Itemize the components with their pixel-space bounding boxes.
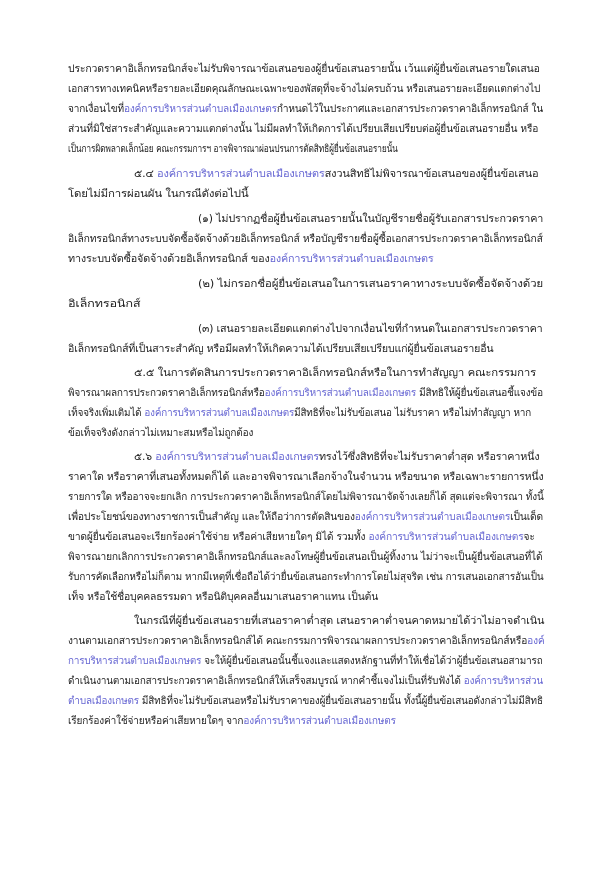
text-segment: ทรงไว้ซึ่งสิทธิที่จะไม่รับราคาต่ำสุด หรือราคาหนึ่ง <box>318 451 540 463</box>
text-segment: ข้อเท็จจริงดังกล่าวไม่เหมาะสมหรือไม่ถูกต้อง <box>68 427 254 439</box>
text-segment: พิจารณายกเลิกการประกวดราคาอิเล็กทรอนิกส์และลงโทษผู้ยื่นข้อเสนอเป็นผู้ทิ้งงาน ไม่ว่าจะเป็นผู้ยื่นข้อเสนอที่ได้ <box>68 551 543 563</box>
text-line <box>134 614 544 628</box>
text-segment: พิจารณาผลการประกวดราคาอิเล็กทรอนิกส์หรือ <box>68 387 265 399</box>
text-line <box>68 590 378 604</box>
text-line <box>68 550 542 564</box>
text-line <box>68 187 248 201</box>
text-segment: จะ <box>523 531 535 543</box>
text-line <box>68 470 543 484</box>
text-line <box>68 62 540 76</box>
text-segment: รับการคัดเลือกหรือไม่ก็ตาม หากมีเหตุที่เชื่อถือได้ว่ายื่นข้อเสนอกระทำการโดยไม่สุจริต เช่น การเสนอเอกสารอันเป็น <box>68 571 544 583</box>
text-segment: อิเล็กทรอนิกส์ที่เป็นสาระสำคัญ หรือมีผลทำให้เกิดความได้เปรียบเสียเปรียบแก่ผู้ยื่นข้อเสนอรายอื่น <box>68 343 494 355</box>
text-segment: กำหนดไว้ในประกาศและเอกสารประกวดราคาอิเล็กทรอนิกส์ ใน <box>276 103 544 115</box>
organization-name: องค์การบริหารส่วนตำบลเมืองเกษตร <box>368 531 524 543</box>
text-line <box>68 530 535 544</box>
text-line <box>68 674 543 688</box>
text-segment: จากเงื่อนไขที่ <box>68 103 124 115</box>
organization-name: องค์การบริหารส่วนตำบลเมืองเกษตร <box>123 103 277 115</box>
text-line <box>198 322 543 336</box>
text-line <box>68 342 493 356</box>
text-segment: ในกรณีที่ผู้ยื่นข้อเสนอรายที่เสนอราคาต่ำสุด เสนอราคาต่ำจนคาดหมายได้ว่าไม่อาจดำเนิน <box>134 615 545 627</box>
text-segment: ทางระบบจัดซื้อจัดจ้างด้วยอิเล็กทรอนิกส์ ของ <box>68 253 270 265</box>
text-segment: ๕.๖ <box>134 451 156 463</box>
text-line <box>68 694 543 708</box>
text-segment: เพื่อประโยชน์ของทางราชการเป็นสำคัญ และให้ถือว่าการตัดสินของ <box>68 511 355 523</box>
organization-name: การบริหารส่วนตำบลเมืองเกษตร <box>68 655 202 667</box>
text-line <box>68 634 545 648</box>
text-segment: งานตามเอกสารประกวดราคาอิเล็กทรอนิกส์ได้ คณะกรรมการพิจารณาผลการประกวดราคาอิเล็กทรอนิกส์หรือ <box>68 635 528 647</box>
text-segment: อิเล็กทรอนิกส์ <box>68 298 141 310</box>
text-line <box>68 714 396 728</box>
text-line <box>68 426 253 440</box>
text-segment: ๕.๔ <box>134 168 158 180</box>
text-line <box>68 406 531 420</box>
organization-name: ตำบลเมืองเกษตร <box>68 695 139 707</box>
text-segment: มีสิทธิที่จะไม่รับข้อเสนอหรือไม่รับราคาของผู้ยื่นข้อเสนอรายนั้น ทั้งนี้ผู้ยื่นข้อเสนอดังกล่าวไม่มีสิทธิ <box>138 695 543 707</box>
text-line <box>68 570 544 584</box>
text-line <box>198 212 543 226</box>
text-segment: (๓) เสนอรายละเอียดแตกต่างไปจากเงื่อนไขที่กำหนดในเอกสารประกวดราคา <box>198 323 543 335</box>
organization-name: องค์การบริหารส่วนตำบลเมืองเกษตร <box>269 253 434 265</box>
text-segment: สงวนสิทธิไม่พิจารณาข้อเสนอของผู้ยื่นข้อเสนอ <box>324 168 539 180</box>
text-line <box>68 654 543 668</box>
organization-name: องค์ <box>527 635 545 647</box>
text-line <box>68 297 140 311</box>
text-line <box>68 142 398 156</box>
text-segment: อิเล็กทรอนิกส์ทางระบบจัดซื้อจัดจ้างด้วยอิเล็กทรอนิกส์ หรือบัญชีรายชื่อผู้ซื้อเอกสารประกวดราคาอิเล็กทรอนิกส์ <box>68 233 543 245</box>
organization-name: องค์การบริหารส่วนตำบลเมืองเกษตร <box>157 168 325 180</box>
text-line <box>68 122 538 136</box>
text-line <box>68 252 433 266</box>
organization-name: องค์การบริหารส่วนตำบลเมืองเกษตร <box>354 511 511 523</box>
text-line <box>68 102 543 116</box>
text-segment: ประกวดราคาอิเล็กทรอนิกส์จะไม่รับพิจารณาข้อเสนอของผู้ยื่นข้อเสนอรายนั้น เว้นแต่ผู้ยื่นข้อเสนอรายใดเสนอ <box>68 63 540 75</box>
organization-name: องค์การบริหารส่วน <box>463 675 544 687</box>
text-segment: รายการใด หรืออาจจะยกเลิก การประกวดราคาอิเล็กทรอนิกส์โดยไม่พิจารณาจัดจ้างเลยก็ได้ สุดแต่จะพิจารณา ทั้งนี้ <box>68 491 544 503</box>
text-line <box>68 490 544 504</box>
text-segment: เป็นการผิดพลาดเล็กน้อย คณะกรรมการฯ อาจพิจารณาผ่อนปรนการตัดสิทธิผู้ยื่นข้อเสนอรายนั้น <box>68 143 398 155</box>
text-line <box>68 510 543 524</box>
text-line <box>68 232 543 246</box>
organization-name: องค์การบริหารส่วนตำบลเมืองเกษตร <box>243 715 396 727</box>
text-segment: ดำเนินงานตามเอกสารประกวดราคาอิเล็กทรอนิกส์ให้เสร็จสมบูรณ์ หากคำชี้แจงไม่เป็นที่รับฟังได้ <box>68 675 464 687</box>
text-segment: มีสิทธิให้ผู้ยื่นข้อเสนอชี้แจงข้อ <box>416 387 543 399</box>
organization-name: องค์การบริหารส่วนตำบลเมืองเกษตร <box>264 387 417 399</box>
text-line <box>134 366 536 380</box>
text-segment: ๕.๕ ในการตัดสินการประกวดราคาอิเล็กทรอนิกส์หรือในการทำสัญญา คณะกรรมการ <box>134 367 537 379</box>
text-segment: จะให้ผู้ยื่นข้อเสนอนั้นชี้แจงและแสดงหลักฐานที่ทำให้เชื่อได้ว่าผู้ยื่นข้อเสนอสามารถ <box>201 655 543 667</box>
text-segment: ส่วนที่มิใช่สาระสำคัญและความแตกต่างนั้น ไม่มีผลทำให้เกิดการได้เปรียบเสียเปรียบต่อผู้ยื่นข้อเสนอรายอื่น หรือ <box>68 123 539 135</box>
text-line <box>68 386 543 400</box>
text-segment: เรียกร้องค่าใช้จ่ายหรือค่าเสียหายใดๆ จาก <box>68 715 244 727</box>
text-line <box>68 82 540 96</box>
text-segment: (๑) ไม่ปรากฏชื่อผู้ยื่นข้อเสนอรายนั้นในบัญชีรายชื่อผู้รับเอกสารประกวดราคา <box>198 213 544 225</box>
organization-name: องค์การบริหารส่วนตำบลเมืองเกษตร <box>144 407 295 419</box>
text-segment: เท็จ หรือใช้ชื่อบุคคลธรรมดา หรือนิติบุคคลอื่นมาเสนอราคาแทน เป็นต้น <box>68 591 379 603</box>
text-line <box>134 167 538 181</box>
text-segment: เอกสารทางเทคนิคหรือรายละเอียดคุณลักษณะเฉพาะของพัสดุที่จะจ้างไม่ครบถ้วน หรือเสนอรายละเอียดแตกต่างไป <box>68 83 541 95</box>
organization-name: องค์การบริหารส่วนตำบลเมืองเกษตร <box>155 451 319 463</box>
text-segment: เท็จจริงเพิ่มเติมได้ <box>68 407 145 419</box>
text-segment: มีสิทธิที่จะไม่รับข้อเสนอ ไม่รับราคา หรือไม่ทำสัญญา หาก <box>294 407 532 419</box>
text-segment: โดยไม่มีการผ่อนผัน ในกรณีดังต่อไปนี้ <box>68 188 249 200</box>
text-line <box>134 450 539 464</box>
text-segment: ขาดผู้ยื่นข้อเสนอจะเรียกร้องค่าใช้จ่าย หรือค่าเสียหายใดๆ มิได้ รวมทั้ง <box>68 531 369 543</box>
text-segment: ราคาใด หรือราคาที่เสนอทั้งหมดก็ได้ และอาจพิจารณาเลือกจ้างในจำนวน หรือขนาด หรือเฉพาะรายการหนึ่ง <box>68 471 544 483</box>
text-line <box>198 277 543 291</box>
text-segment: เป็นเด็ด <box>510 511 544 523</box>
text-segment: (๒) ไม่กรอกชื่อผู้ยื่นข้อเสนอในการเสนอราคาทางระบบจัดซื้อจัดจ้างด้วย <box>198 278 544 290</box>
